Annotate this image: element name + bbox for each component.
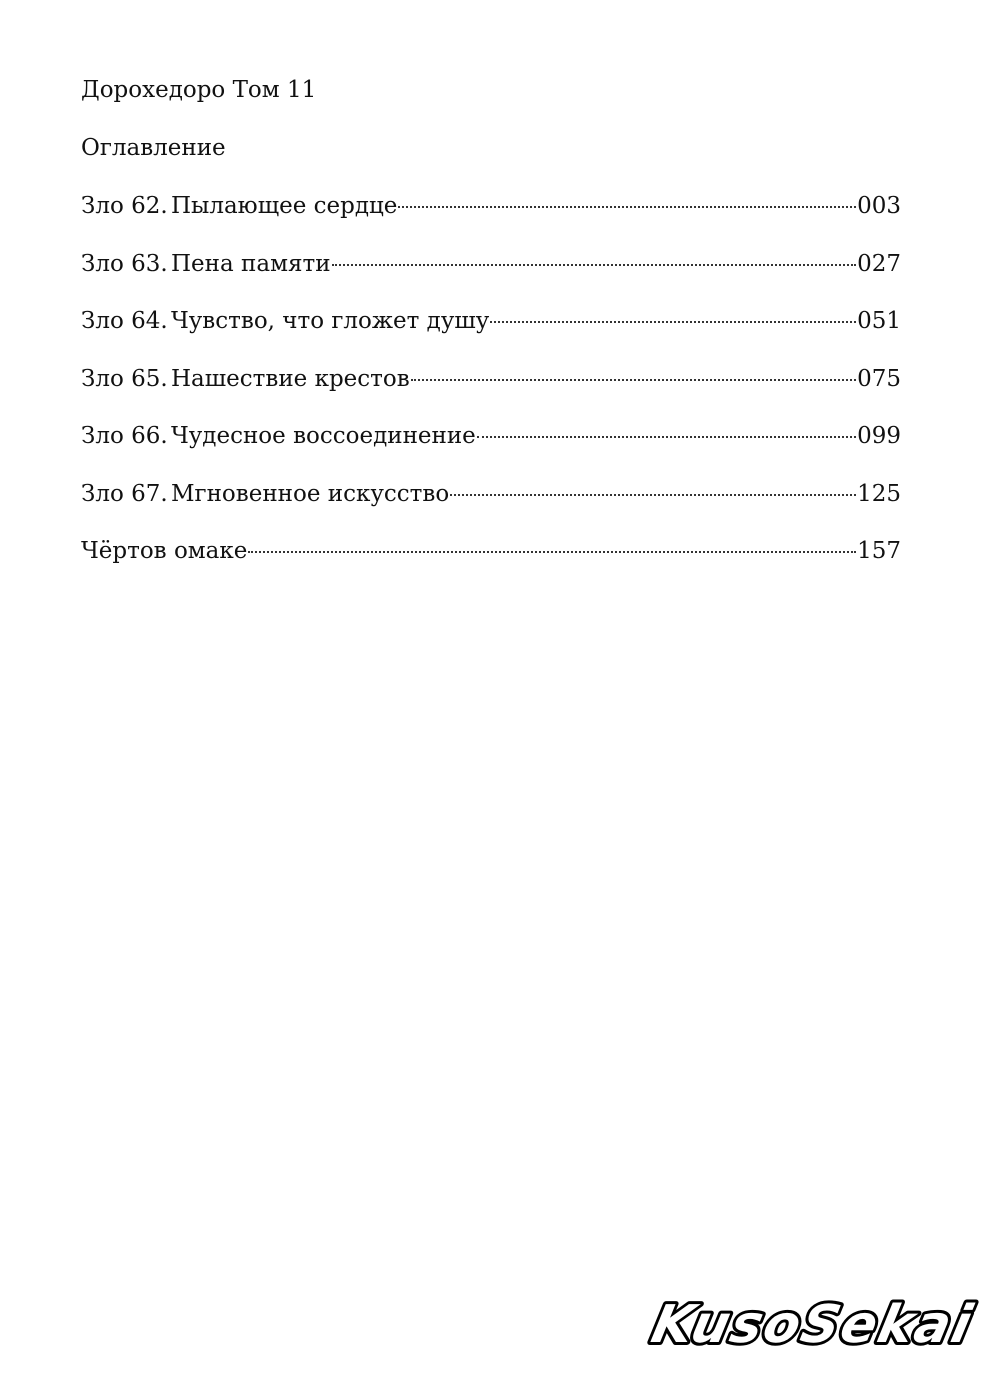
chapter-title: Чувство, что гложет душу bbox=[171, 308, 490, 334]
page-number: 075 bbox=[857, 365, 901, 392]
kusosekai-logo bbox=[642, 1282, 979, 1362]
dot-leader bbox=[450, 494, 856, 496]
page-number: 099 bbox=[857, 423, 901, 449]
page-number: 051 bbox=[857, 308, 901, 334]
page-number: 003 bbox=[857, 193, 901, 219]
dot-leader bbox=[477, 436, 856, 438]
chapter-number: Зло 63. bbox=[81, 250, 168, 277]
dot-leader bbox=[398, 206, 856, 208]
chapter-number: Зло 62. bbox=[81, 193, 168, 219]
dot-leader bbox=[248, 551, 856, 553]
dot-leader bbox=[411, 379, 856, 381]
toc-entry-omake[interactable] bbox=[81, 535, 901, 593]
chapter-number: Зло 65. bbox=[81, 365, 168, 392]
chapter-number: Зло 66. bbox=[81, 423, 168, 449]
page-number: 125 bbox=[857, 480, 901, 507]
dot-leader bbox=[332, 264, 857, 266]
chapter-title: Чудесное воссоединение bbox=[171, 423, 476, 449]
dot-leader bbox=[490, 321, 856, 323]
toc-heading: Оглавление bbox=[81, 135, 226, 161]
table-of-contents bbox=[81, 190, 901, 593]
page-number: 027 bbox=[857, 250, 901, 277]
chapter-title: Нашествие крестов bbox=[171, 365, 410, 392]
chapter-title: Мгновенное искусство bbox=[171, 480, 450, 507]
chapter-number: Зло 67. bbox=[81, 480, 168, 507]
chapter-title: Пена памяти bbox=[171, 250, 331, 277]
toc-entry[interactable] bbox=[81, 305, 901, 363]
toc-entry[interactable] bbox=[81, 478, 901, 536]
chapter-title: Пылающее сердце bbox=[171, 193, 398, 219]
chapter-title: Чёртов омаке bbox=[81, 538, 248, 564]
toc-entry[interactable] bbox=[81, 420, 901, 478]
watermark-text: KusoSekai bbox=[646, 1294, 979, 1355]
book-title: Дорохедоро Том 11 bbox=[81, 77, 317, 103]
toc-entry[interactable] bbox=[81, 363, 901, 421]
page-number: 157 bbox=[857, 538, 901, 564]
toc-entry[interactable] bbox=[81, 248, 901, 306]
chapter-number: Зло 64. bbox=[81, 308, 168, 334]
toc-entry[interactable] bbox=[81, 190, 901, 248]
